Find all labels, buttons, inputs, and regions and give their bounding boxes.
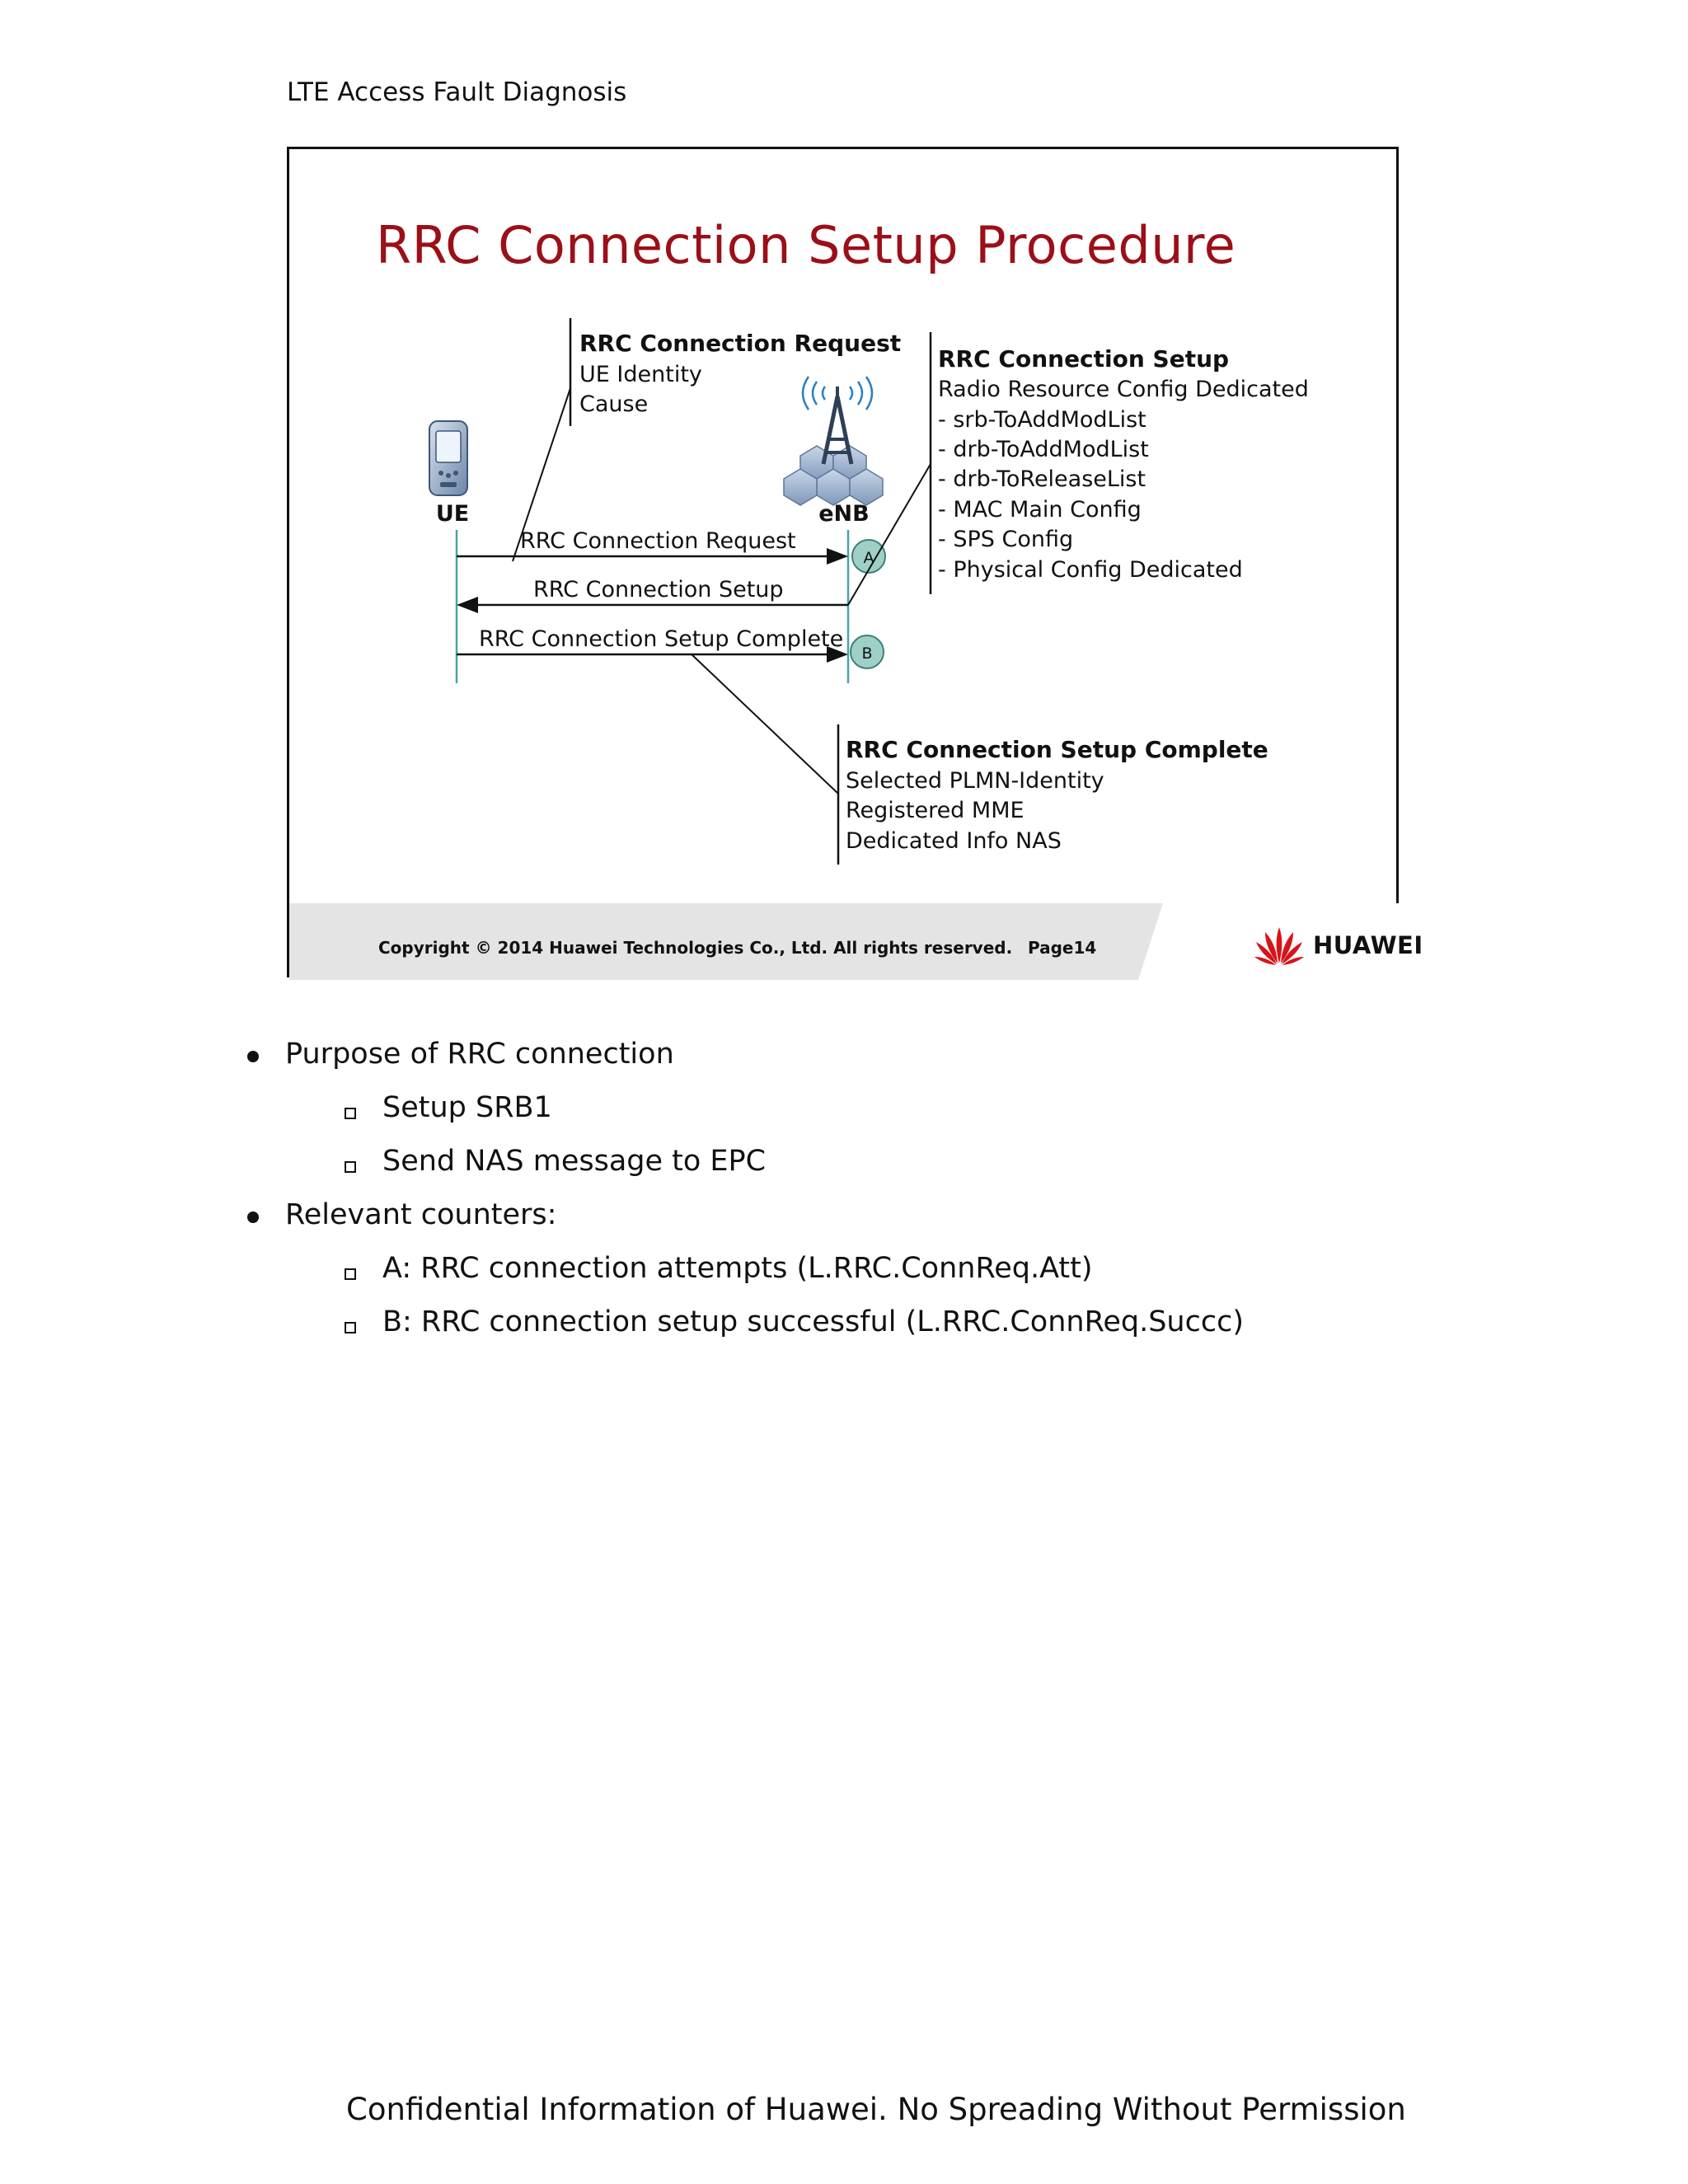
bullet-text: Relevant counters: (285, 1198, 557, 1231)
enb-label: eNB (818, 501, 870, 527)
callout-setup-line: - Physical Config Dedicated (938, 557, 1243, 583)
huawei-petal-icon (1254, 926, 1305, 965)
bullet-text: Purpose of RRC connection (285, 1038, 674, 1071)
square-bullet-icon (345, 1268, 356, 1280)
message-label-request: RRC Connection Request (520, 528, 796, 554)
callout-complete-line: Registered MME (846, 798, 1025, 823)
callout-complete-line: Dedicated Info NAS (846, 828, 1062, 854)
square-bullet-icon (345, 1161, 356, 1173)
message-label-complete: RRC Connection Setup Complete (479, 626, 844, 652)
callout-request-line: Cause (579, 391, 649, 417)
sub-bullet-text: Setup SRB1 (382, 1091, 552, 1124)
callout-setup-line: - srb-ToAddModList (938, 407, 1146, 433)
brand-logo (1254, 926, 1423, 965)
sub-bullet-text: A: RRC connection attempts (L.RRC.ConnReq.Att) (382, 1252, 1093, 1285)
callout-complete-connector (692, 654, 838, 794)
counter-a-label: A (863, 549, 874, 567)
callout-setup-title: RRC Connection Setup (938, 345, 1230, 373)
slide-title: RRC Connection Setup Procedure (376, 215, 1236, 275)
callout-setup-line: - drb-ToReleaseList (938, 466, 1146, 492)
base-station-icon (784, 377, 883, 505)
slide (287, 147, 1423, 977)
sequence-diagram (289, 149, 1401, 903)
bullet-dot-icon (247, 1051, 259, 1062)
copyright-text: Copyright © 2014 Huawei Technologies Co., Ltd. All rights reserved. (378, 938, 1013, 958)
square-bullet-icon (345, 1108, 356, 1119)
page-header: LTE Access Fault Diagnosis (287, 77, 627, 107)
message-label-setup: RRC Connection Setup (533, 577, 784, 602)
callout-complete-line: Selected PLMN-Identity (846, 768, 1104, 794)
callout-setup-line: Radio Resource Config Dedicated (938, 377, 1309, 402)
counter-b-label: B (861, 644, 873, 663)
square-bullet-icon (345, 1322, 356, 1333)
callout-complete-title: RRC Connection Setup Complete (846, 736, 1268, 763)
bullet-dot-icon (247, 1212, 259, 1223)
callout-request-title: RRC Connection Request (579, 330, 902, 357)
phone-icon (429, 421, 467, 495)
brand-name: HUAWEI (1313, 931, 1423, 959)
page-number: Page14 (1028, 938, 1097, 958)
confidential-footer: Confidential Information of Huawei. No Spreading Without Permission (346, 2092, 1406, 2127)
sub-bullet-text: Send NAS message to EPC (382, 1145, 767, 1178)
ue-label: UE (435, 501, 470, 527)
callout-setup-line: - MAC Main Config (938, 497, 1142, 523)
callout-setup-line: - SPS Config (938, 527, 1074, 552)
sub-bullet-text: B: RRC connection setup successful (L.RRC.ConnReq.Succc) (382, 1305, 1244, 1338)
callout-request-line: UE Identity (579, 362, 702, 387)
callout-setup-line: - drb-ToAddModList (938, 437, 1149, 462)
